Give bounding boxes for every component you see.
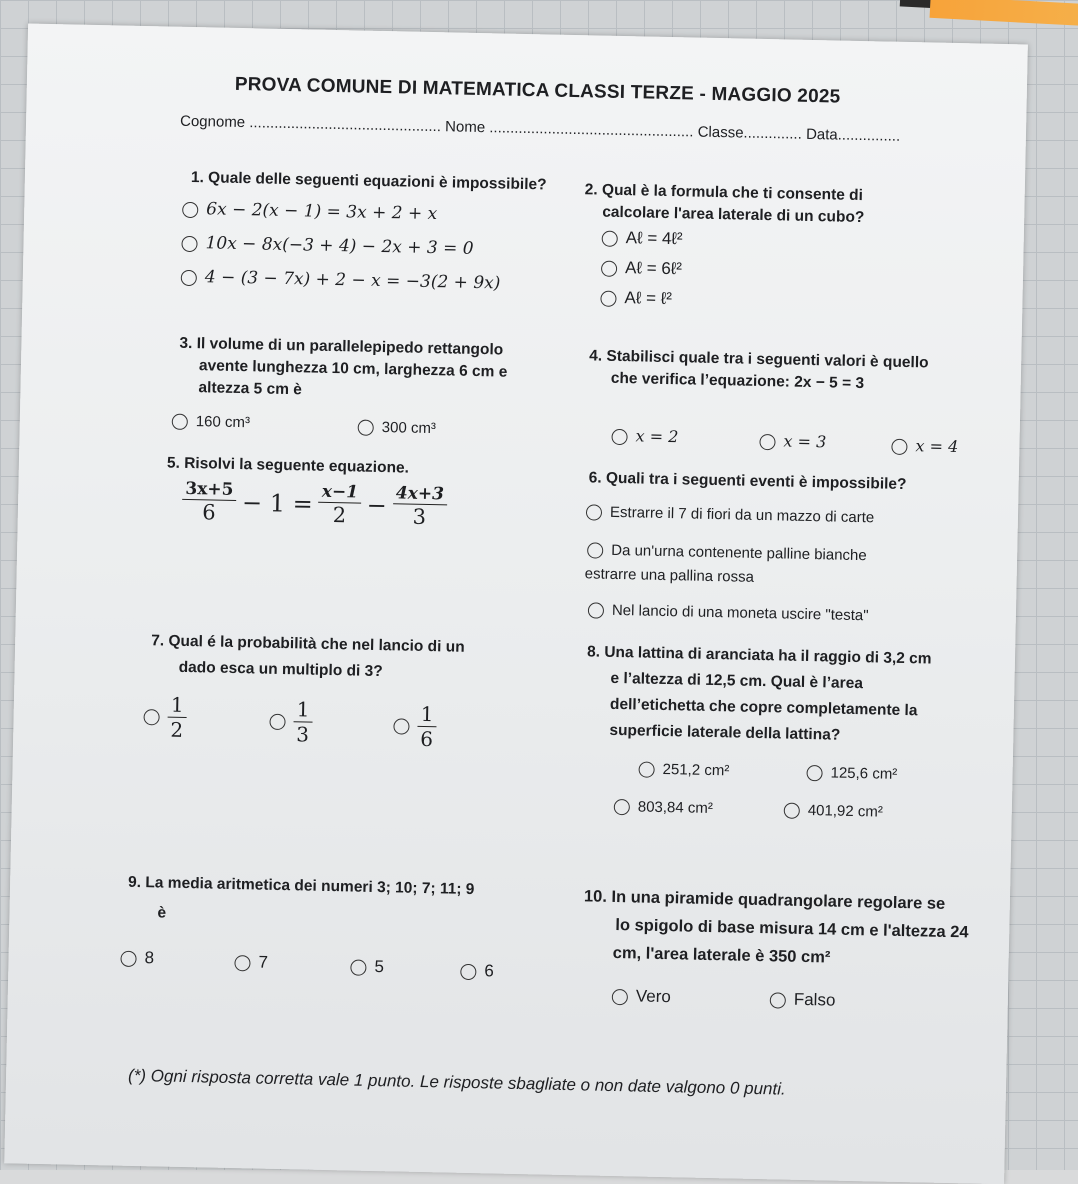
q7-option-2[interactable] — [269, 697, 313, 747]
radio-button[interactable] — [638, 762, 654, 778]
radio-button[interactable] — [891, 439, 907, 455]
q5-equation: $\frac{3x+5}{6}$ − 1 = $\frac{x-1}{2}$ − $\frac{4x+3}{3}$ — [182, 479, 447, 530]
radio-button[interactable] — [181, 270, 197, 286]
q7-question-line2: dado esca un multiplo di 3? — [178, 658, 383, 681]
classe-label: Classe — [697, 123, 744, 142]
q8-option-3[interactable]: 803,84 cm² — [614, 798, 713, 817]
q10-question-line2: lo spigolo di base misura 14 cm e l'altezza 24 — [615, 916, 969, 942]
radio-button[interactable] — [181, 236, 197, 252]
q4-question-line1: 4. Stabilisci quale tra i seguenti valori è quello — [589, 347, 929, 372]
q9-option-2[interactable]: 7 — [234, 952, 268, 973]
q7-option-3[interactable] — [393, 701, 437, 751]
data-field[interactable]: ............... — [837, 126, 901, 145]
radio-button[interactable] — [614, 799, 630, 815]
fraction: $\frac{3x+5}{6}$ — [182, 479, 237, 525]
q1-question: 1. Quale delle seguenti equazioni è impossibile? — [190, 168, 547, 194]
q1-option-3[interactable]: 4 − (3 − 7x) + 2 − x = −3(2 + 9x) — [181, 267, 501, 294]
q10-question-line1: 10. In una piramide quadrangolare regolare se — [583, 887, 946, 913]
data-label: Data — [805, 125, 838, 144]
q6-option-3[interactable]: Nel lancio di una moneta uscire "testa" — [588, 601, 869, 624]
q8-question-line1: 8. Una lattina di aranciata ha il raggio di 3,2 cm — [586, 643, 932, 668]
q6-option-1[interactable]: Estrarre il 7 di fiori da un mazzo di carte — [586, 503, 875, 526]
q6-option-2-line2: estrarre una pallina rossa — [584, 565, 755, 586]
nome-label: Nome — [444, 118, 486, 137]
radio-button[interactable] — [393, 718, 409, 734]
q3-question-line2: avente lunghezza 10 cm, larghezza 6 cm e — [198, 357, 508, 381]
radio-button[interactable] — [586, 504, 602, 520]
radio-button[interactable] — [784, 803, 800, 819]
fraction: $\frac{1}{2}$ — [167, 693, 187, 742]
radio-button[interactable] — [611, 429, 627, 445]
q3-question-line3: altezza 5 cm è — [198, 379, 303, 399]
radio-button[interactable] — [600, 291, 616, 307]
exam-sheet — [4, 24, 1028, 1184]
q9-option-3[interactable]: 5 — [350, 956, 384, 977]
q9-option-4[interactable]: 6 — [460, 961, 494, 982]
q8-question-line3: dell’etichetta che copre completamente la — [609, 695, 918, 720]
radio-button[interactable] — [588, 602, 604, 618]
q2-question-line2: calcolare l'area laterale di un cubo? — [602, 203, 865, 227]
q4-option-3[interactable]: x = 4 — [891, 436, 958, 456]
q2-question-line1: 2. Qual è la formula che ti consente di — [584, 181, 864, 205]
q8-question-line2: e l’altezza di 12,5 cm. Qual è l’area — [610, 669, 864, 693]
q8-question-line4: superficie laterale della lattina? — [609, 721, 841, 744]
radio-button[interactable] — [143, 709, 159, 725]
radio-button[interactable] — [759, 434, 775, 450]
radio-button[interactable] — [269, 713, 285, 729]
q2-option-3[interactable]: Aℓ = ℓ² — [600, 288, 672, 309]
q8-option-4[interactable]: 401,92 cm² — [784, 802, 883, 821]
q2-option-1[interactable]: Aℓ = 4ℓ² — [602, 228, 683, 250]
q4-option-2[interactable]: x = 3 — [759, 431, 826, 451]
radio-button[interactable] — [182, 202, 198, 218]
radio-button[interactable] — [172, 414, 188, 430]
fraction: $\frac{4x+3}{3}$ — [392, 483, 447, 529]
q9-option-1[interactable]: 8 — [120, 948, 154, 969]
fraction: $\frac{x-1}{2}$ — [318, 482, 361, 528]
q7-question-line1: 7. Qual é la probabilità che nel lancio di un — [151, 632, 465, 656]
q4-option-1[interactable]: x = 2 — [611, 426, 678, 446]
nome-field[interactable]: ................................................. — [489, 119, 694, 141]
radio-button[interactable] — [460, 963, 476, 979]
q5-question: 5. Risolvi la seguente equazione. — [166, 454, 410, 477]
cognome-label: Cognome — [179, 112, 246, 132]
q1-option-2[interactable]: 10x − 8x(−3 + 4) − 2x + 3 = 0 — [181, 233, 473, 259]
classe-field[interactable]: .............. — [743, 124, 803, 143]
q3-option-1[interactable]: 160 cm³ — [172, 413, 251, 432]
radio-button[interactable] — [120, 950, 136, 966]
radio-button[interactable] — [601, 261, 617, 277]
q3-option-2[interactable]: 300 cm³ — [358, 419, 437, 438]
fraction: $\frac{1}{3}$ — [293, 697, 313, 746]
header-fields — [180, 113, 900, 145]
q1-option-1[interactable]: 6x − 2(x − 1) = 3x + 2 + x — [182, 199, 437, 224]
cognome-field[interactable]: .............................................. — [249, 114, 442, 136]
fraction: $\frac{1}{6}$ — [417, 702, 437, 751]
q6-option-2[interactable]: Da un'urna contenente palline bianche — [587, 541, 867, 564]
q4-question-line2: che verifica l’equazione: 2x − 5 = 3 — [610, 369, 865, 393]
q7-option-1[interactable] — [143, 692, 187, 742]
q9-question-line1: 9. La media aritmetica dei numeri 3; 10; 7; 11; 9 — [127, 873, 475, 899]
q3-question-line1: 3. Il volume di un parallelepipedo rettangolo — [179, 334, 504, 359]
q8-option-2[interactable]: 125,6 cm² — [806, 764, 897, 783]
q2-option-2[interactable]: Aℓ = 6ℓ² — [601, 258, 682, 280]
radio-button[interactable] — [350, 959, 366, 975]
radio-button[interactable] — [770, 992, 786, 1008]
scoring-note: (*) Ogni risposta corretta vale 1 punto. Le risposte sbagliate o non date valgono 0 punti. — [127, 1065, 786, 1099]
radio-button[interactable] — [602, 231, 618, 247]
radio-button[interactable] — [612, 988, 628, 1004]
radio-button[interactable] — [587, 542, 603, 558]
q9-question-line2: è — [157, 904, 167, 922]
q10-question-line3: cm, l'area laterale è 350 cm² — [612, 943, 831, 967]
q10-option-1[interactable]: Vero — [612, 986, 671, 1007]
radio-button[interactable] — [358, 420, 374, 436]
radio-button[interactable] — [234, 955, 250, 971]
page-title: PROVA COMUNE DI MATEMATICA CLASSI TERZE - MAGGIO 2025 — [234, 73, 841, 108]
q6-question: 6. Quali tra i seguenti eventi è impossibile? — [588, 469, 907, 494]
q8-option-1[interactable]: 251,2 cm² — [638, 760, 729, 779]
radio-button[interactable] — [806, 765, 822, 781]
q10-option-2[interactable]: Falso — [770, 989, 836, 1010]
